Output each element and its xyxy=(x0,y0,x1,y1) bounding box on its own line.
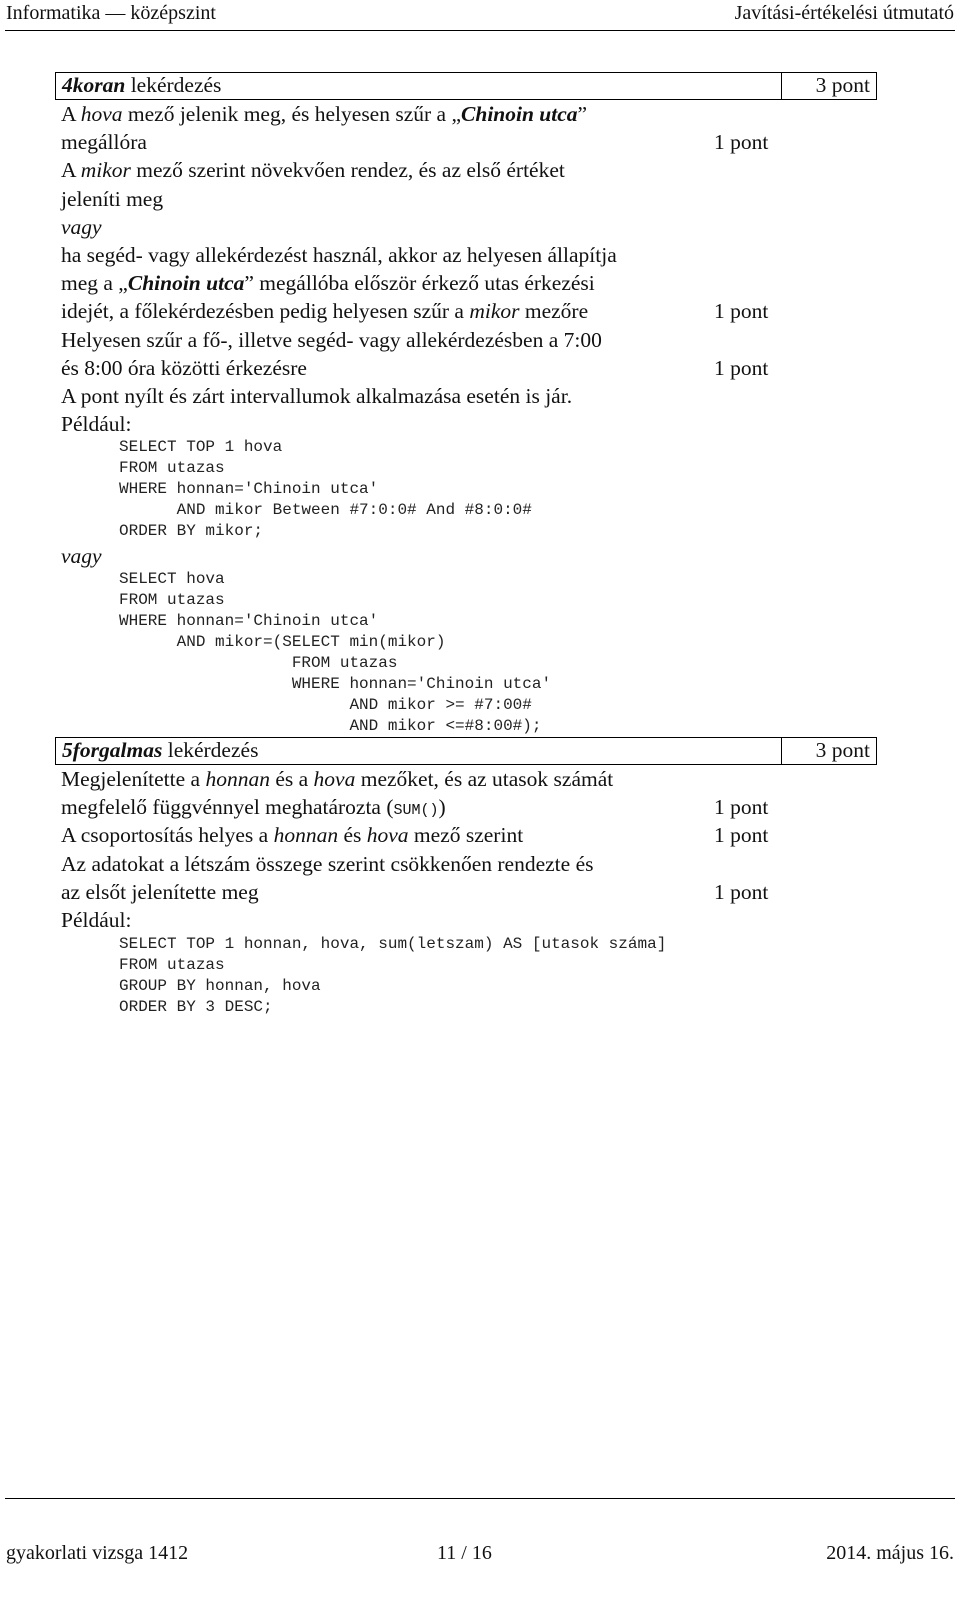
task4-line: megállóra xyxy=(61,130,147,155)
task5-code-line: FROM utazas xyxy=(119,956,225,974)
task4-code-line: SELECT TOP 1 hova xyxy=(119,438,283,456)
task5-line-points: 1 pont xyxy=(714,795,769,820)
task4-line: és 8:00 óra közötti érkezésre xyxy=(61,355,307,380)
task4-or-label: vagy xyxy=(61,544,102,568)
task4-line: vagy xyxy=(61,214,102,239)
task4-code-line: WHERE honnan='Chinoin utca' xyxy=(119,480,379,498)
task4-code-line: FROM utazas xyxy=(119,459,225,477)
task4-code-line: AND mikor Between #7:0:0# And #8:0:0# xyxy=(119,501,532,519)
task4-code-example-2 xyxy=(119,569,551,737)
task4-line: A hova mező jelenik meg, és helyesen szűr a „Chinoin utca” xyxy=(61,102,588,126)
task4-title: 4koran lekérdezés xyxy=(62,73,222,97)
task5-line: A csoportosítás helyes a honnan és hova mező szerint xyxy=(61,823,524,848)
task4-line-points: 1 pont xyxy=(714,355,769,380)
task4-points: 3 pont xyxy=(815,73,870,97)
task4-code-line: WHERE honnan='Chinoin utca' xyxy=(119,612,379,630)
task5-line-points: 1 pont xyxy=(714,823,769,848)
header-right: Javítási-értékelési útmutató xyxy=(734,2,954,24)
task4-line-points: 1 pont xyxy=(714,299,769,324)
task5-line: Például: xyxy=(61,908,132,932)
task4-title-divider xyxy=(781,73,782,99)
task4-line: Például: xyxy=(61,412,132,437)
task4-line: A mikor mező szerint növekvően rendez, és az első értéket xyxy=(61,158,565,183)
task5-line-points: 1 pont xyxy=(714,879,769,904)
task5-title: 5forgalmas lekérdezés xyxy=(62,738,259,762)
task4-code-line: FROM utazas xyxy=(119,591,225,609)
task4-line: meg a „Chinoin utca” megállóba először érkező utas érkezési xyxy=(61,271,595,296)
task4-code-line: FROM utazas xyxy=(119,654,398,672)
task4-line: jeleníti meg xyxy=(61,186,164,211)
task5-line: Az adatokat a létszám összege szerint csökkenően rendezte és xyxy=(61,851,594,876)
task4-code-line: AND mikor=(SELECT min(mikor) xyxy=(119,633,446,651)
task5-code-line: ORDER BY 3 DESC; xyxy=(119,998,273,1016)
task4-code-line: SELECT hova xyxy=(119,570,225,588)
task4-code-line: AND mikor <=#8:00#); xyxy=(119,717,542,735)
footer-page-number: 11 / 16 xyxy=(437,1542,492,1564)
header-left: Informatika — középszint xyxy=(6,2,216,24)
task4-code-line: WHERE honnan='Chinoin utca' xyxy=(119,675,552,693)
header-rule xyxy=(5,30,955,31)
task5-title-box xyxy=(55,737,877,765)
task5-code-example xyxy=(119,934,666,1018)
task4-line-points: 1 pont xyxy=(714,130,769,155)
footer-rule xyxy=(5,1498,955,1499)
task5-line: Megjelenítette a honnan és a hova mezőket, és az utasok számát xyxy=(61,767,614,791)
task5-code-line: SELECT TOP 1 honnan, hova, sum(letszam) AS [utasok száma] xyxy=(119,935,667,953)
task4-line: Helyesen szűr a fő-, illetve segéd- vagy allekérdezésben a 7:00 xyxy=(61,327,602,352)
task5-points: 3 pont xyxy=(815,738,870,762)
task4-code-line: AND mikor >= #7:00# xyxy=(119,696,532,714)
footer-left: gyakorlati vizsga 1412 xyxy=(6,1542,189,1564)
task5-code-line: GROUP BY honnan, hova xyxy=(119,977,321,995)
task4-code-line: ORDER BY mikor; xyxy=(119,522,264,540)
task4-line: ha segéd- vagy allekérdezést használ, akkor az helyesen állapítja xyxy=(61,243,617,267)
task5-line: az elsőt jelenítette meg xyxy=(61,879,259,904)
task4-line: idejét, a főlekérdezésben pedig helyesen szűr a mikor mezőre xyxy=(61,299,589,324)
task5-line: megfelelő függvénnyel meghatározta (SUM()) xyxy=(61,795,446,820)
task4-title-box xyxy=(55,72,877,100)
task5-title-divider xyxy=(781,738,782,764)
task4-line: A pont nyílt és zárt intervallumok alkalmazása esetén is jár. xyxy=(61,384,573,408)
task4-code-example-1 xyxy=(119,437,532,542)
footer-right: 2014. május 16. xyxy=(826,1542,954,1564)
